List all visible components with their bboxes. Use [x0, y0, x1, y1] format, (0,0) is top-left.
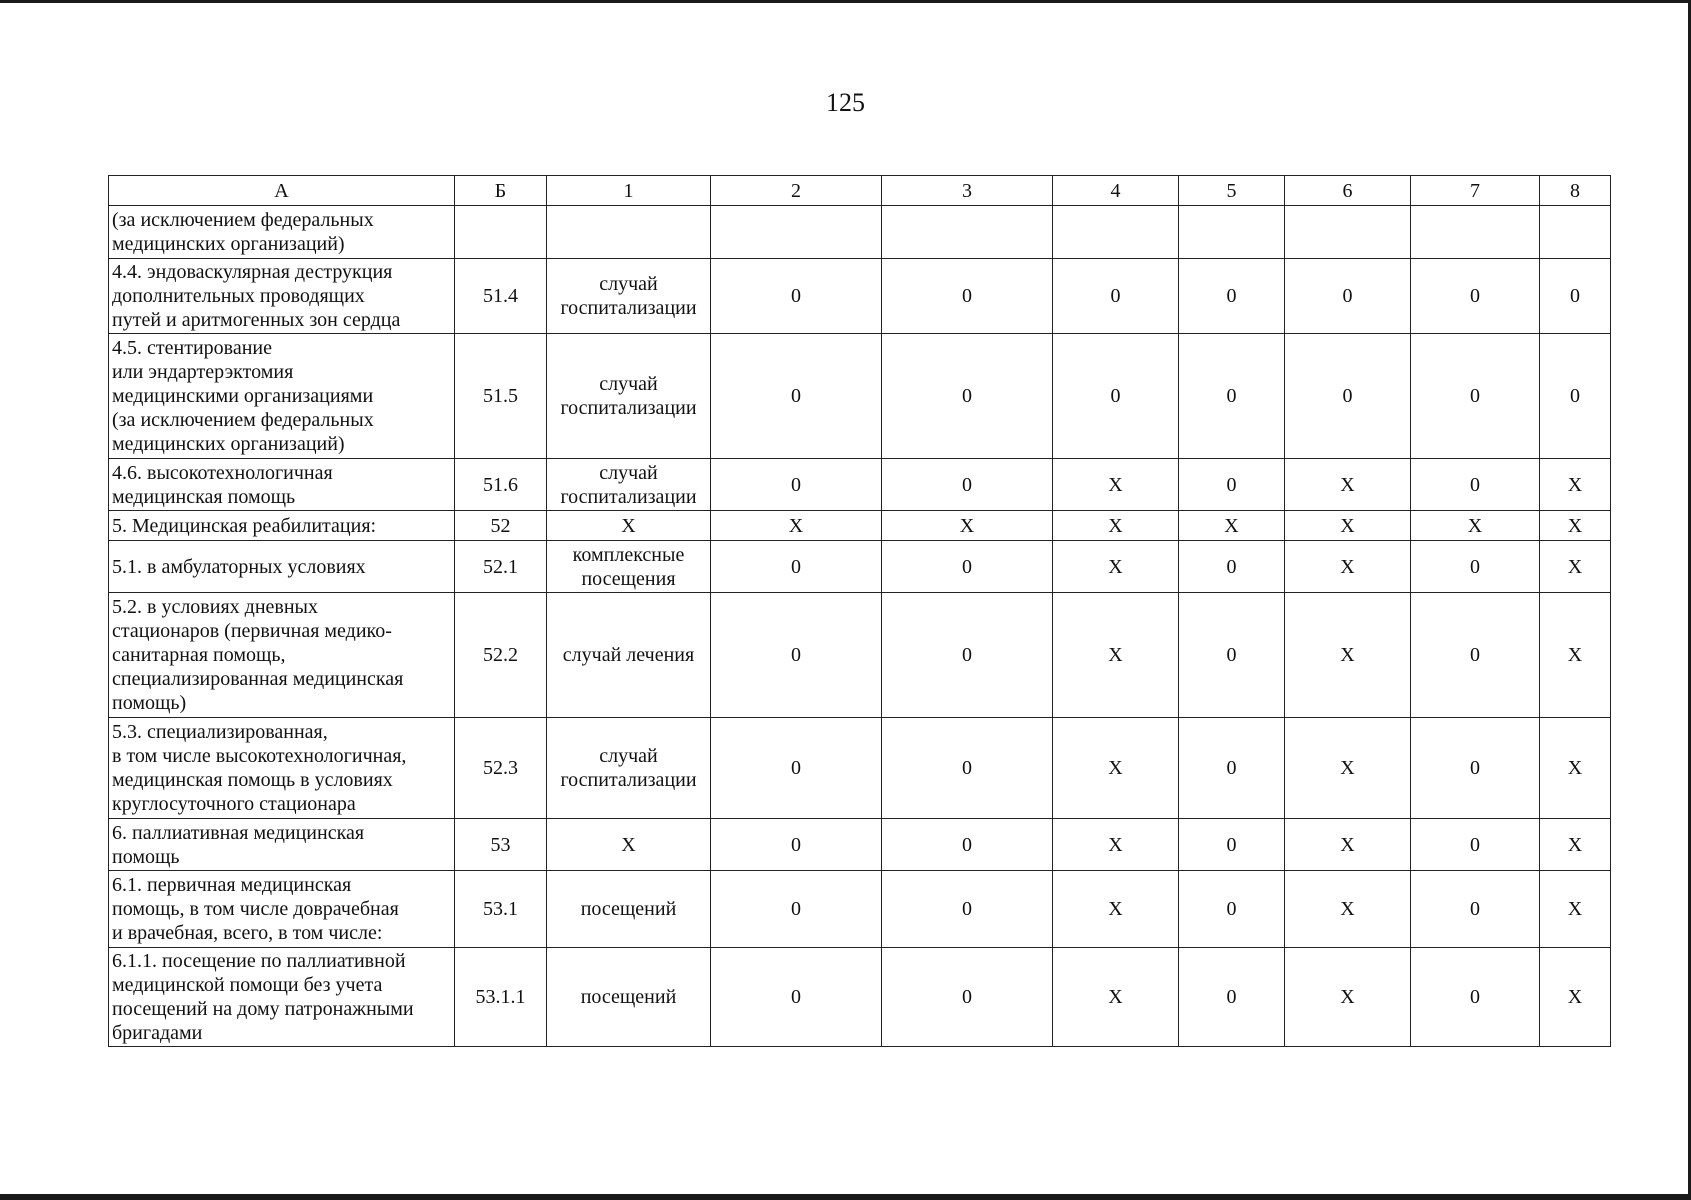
row-label-cell: 4.6. высокотехнологичная медицинская помощь — [109, 459, 455, 511]
value-cell-3: X — [882, 511, 1053, 541]
row-label-cell: 6.1. первичная медицинская помощь, в том числе доврачебная и врачебная, всего, в том числе: — [109, 871, 455, 948]
value-cell-6: X — [1285, 819, 1411, 871]
row-code-cell: 51.6 — [455, 459, 547, 511]
value-cell-8: X — [1540, 948, 1611, 1047]
value-cell-5: 0 — [1179, 819, 1285, 871]
value-cell-7: 0 — [1411, 334, 1540, 459]
value-cell-7: 0 — [1411, 541, 1540, 593]
value-cell-8: X — [1540, 511, 1611, 541]
table-row — [109, 593, 1611, 718]
header-cell-1: 1 — [547, 176, 711, 206]
value-cell-8: X — [1540, 718, 1611, 819]
row-code-cell: 52.3 — [455, 718, 547, 819]
unit-cell: случай госпитализации — [547, 259, 711, 334]
value-cell-3: 0 — [882, 593, 1053, 718]
unit-cell: случай лечения — [547, 593, 711, 718]
value-cell-7: 0 — [1411, 948, 1540, 1047]
scan-top-edge — [0, 0, 1691, 3]
value-cell-6: 0 — [1285, 259, 1411, 334]
unit-cell: комплексные посещения — [547, 541, 711, 593]
value-cell-3: 0 — [882, 259, 1053, 334]
unit-cell: X — [547, 511, 711, 541]
header-cell-3: 3 — [882, 176, 1053, 206]
value-cell-5: X — [1179, 511, 1285, 541]
value-cell-6: X — [1285, 593, 1411, 718]
header-cell-2: 2 — [711, 176, 882, 206]
value-cell-5: 0 — [1179, 459, 1285, 511]
value-cell-8: X — [1540, 593, 1611, 718]
unit-cell — [547, 206, 711, 259]
row-code-cell: 53.1 — [455, 871, 547, 948]
value-cell-4: X — [1053, 871, 1179, 948]
value-cell-7 — [1411, 206, 1540, 259]
row-label-cell: 5. Медицинская реабилитация: — [109, 511, 455, 541]
page-number: 125 — [826, 88, 865, 117]
value-cell-8: 0 — [1540, 259, 1611, 334]
value-cell-3: 0 — [882, 819, 1053, 871]
header-cell-a: А — [109, 176, 455, 206]
value-cell-3: 0 — [882, 718, 1053, 819]
table-row — [109, 459, 1611, 511]
value-cell-2: 0 — [711, 871, 882, 948]
row-code-cell: 53.1.1 — [455, 948, 547, 1047]
value-cell-7: 0 — [1411, 871, 1540, 948]
value-cell-5 — [1179, 206, 1285, 259]
unit-cell: случай госпитализации — [547, 718, 711, 819]
value-cell-2: 0 — [711, 541, 882, 593]
value-cell-7: 0 — [1411, 819, 1540, 871]
value-cell-3: 0 — [882, 871, 1053, 948]
header-cell-4: 4 — [1053, 176, 1179, 206]
value-cell-6: X — [1285, 718, 1411, 819]
row-code-cell: 53 — [455, 819, 547, 871]
value-cell-8 — [1540, 206, 1611, 259]
value-cell-5: 0 — [1179, 259, 1285, 334]
header-cell-5: 5 — [1179, 176, 1285, 206]
value-cell-4: X — [1053, 511, 1179, 541]
value-cell-8: X — [1540, 871, 1611, 948]
value-cell-6 — [1285, 206, 1411, 259]
value-cell-7: 0 — [1411, 593, 1540, 718]
row-code-cell — [455, 206, 547, 259]
value-cell-6: X — [1285, 871, 1411, 948]
value-cell-4: 0 — [1053, 259, 1179, 334]
row-label-cell: (за исключением федеральных медицинских организаций) — [109, 206, 455, 259]
row-label-cell: 4.5. стентирование или эндартерэктомия медицинскими организациями (за исключением федеральных медицинских организаций) — [109, 334, 455, 459]
value-cell-2: X — [711, 511, 882, 541]
value-cell-7: 0 — [1411, 259, 1540, 334]
value-cell-7: 0 — [1411, 459, 1540, 511]
value-cell-2: 0 — [711, 718, 882, 819]
header-cell-b: Б — [455, 176, 547, 206]
scan-bottom-edge — [0, 1194, 1691, 1200]
row-code-cell: 52.2 — [455, 593, 547, 718]
unit-cell: X — [547, 819, 711, 871]
row-label-cell: 6.1.1. посещение по паллиативной медицинской помощи без учета посещений на дому патронажными бригадами — [109, 948, 455, 1047]
value-cell-2: 0 — [711, 593, 882, 718]
value-cell-5: 0 — [1179, 541, 1285, 593]
value-cell-5: 0 — [1179, 334, 1285, 459]
table-row — [109, 819, 1611, 871]
value-cell-8: X — [1540, 541, 1611, 593]
value-cell-6: X — [1285, 948, 1411, 1047]
unit-cell: посещений — [547, 871, 711, 948]
value-cell-7: 0 — [1411, 718, 1540, 819]
table-row — [109, 334, 1611, 459]
row-label-cell: 5.3. специализированная, в том числе высокотехнологичная, медицинская помощь в условиях круглосуточного стационара — [109, 718, 455, 819]
row-label-cell: 5.2. в условиях дневных стационаров (первичная медико- санитарная помощь, специализированная медицинская помощь) — [109, 593, 455, 718]
row-label-cell: 5.1. в амбулаторных условиях — [109, 541, 455, 593]
row-label-cell: 6. паллиативная медицинская помощь — [109, 819, 455, 871]
value-cell-5: 0 — [1179, 871, 1285, 948]
value-cell-5: 0 — [1179, 948, 1285, 1047]
table-row — [109, 259, 1611, 334]
unit-cell: посещений — [547, 948, 711, 1047]
value-cell-6: X — [1285, 459, 1411, 511]
value-cell-6: X — [1285, 541, 1411, 593]
row-code-cell: 51.5 — [455, 334, 547, 459]
row-code-cell: 52 — [455, 511, 547, 541]
table-row — [109, 511, 1611, 541]
value-cell-5: 0 — [1179, 718, 1285, 819]
table-row — [109, 948, 1611, 1047]
table-row — [109, 871, 1611, 948]
value-cell-5: 0 — [1179, 593, 1285, 718]
value-cell-3: 0 — [882, 948, 1053, 1047]
value-cell-4: X — [1053, 948, 1179, 1047]
value-cell-4: X — [1053, 459, 1179, 511]
report-table — [108, 175, 1611, 1047]
value-cell-3: 0 — [882, 459, 1053, 511]
value-cell-3: 0 — [882, 334, 1053, 459]
header-row — [109, 176, 1611, 206]
value-cell-2: 0 — [711, 259, 882, 334]
value-cell-8: X — [1540, 459, 1611, 511]
value-cell-2: 0 — [711, 948, 882, 1047]
table-row — [109, 206, 1611, 259]
unit-cell: случай госпитализации — [547, 459, 711, 511]
table-row — [109, 541, 1611, 593]
value-cell-2: 0 — [711, 459, 882, 511]
header-cell-7: 7 — [1411, 176, 1540, 206]
value-cell-6: X — [1285, 511, 1411, 541]
row-code-cell: 51.4 — [455, 259, 547, 334]
value-cell-8: 0 — [1540, 334, 1611, 459]
value-cell-6: 0 — [1285, 334, 1411, 459]
value-cell-4: X — [1053, 718, 1179, 819]
row-code-cell: 52.1 — [455, 541, 547, 593]
row-label-cell: 4.4. эндоваскулярная деструкция дополнительных проводящих путей и аритмогенных зон сердца — [109, 259, 455, 334]
value-cell-3: 0 — [882, 541, 1053, 593]
header-cell-8: 8 — [1540, 176, 1611, 206]
value-cell-4: 0 — [1053, 334, 1179, 459]
value-cell-4: X — [1053, 593, 1179, 718]
value-cell-4 — [1053, 206, 1179, 259]
value-cell-2 — [711, 206, 882, 259]
value-cell-2: 0 — [711, 819, 882, 871]
value-cell-2: 0 — [711, 334, 882, 459]
value-cell-8: X — [1540, 819, 1611, 871]
unit-cell: случай госпитализации — [547, 334, 711, 459]
value-cell-4: X — [1053, 541, 1179, 593]
value-cell-3 — [882, 206, 1053, 259]
value-cell-7: X — [1411, 511, 1540, 541]
value-cell-4: X — [1053, 819, 1179, 871]
table-row — [109, 718, 1611, 819]
header-cell-6: 6 — [1285, 176, 1411, 206]
